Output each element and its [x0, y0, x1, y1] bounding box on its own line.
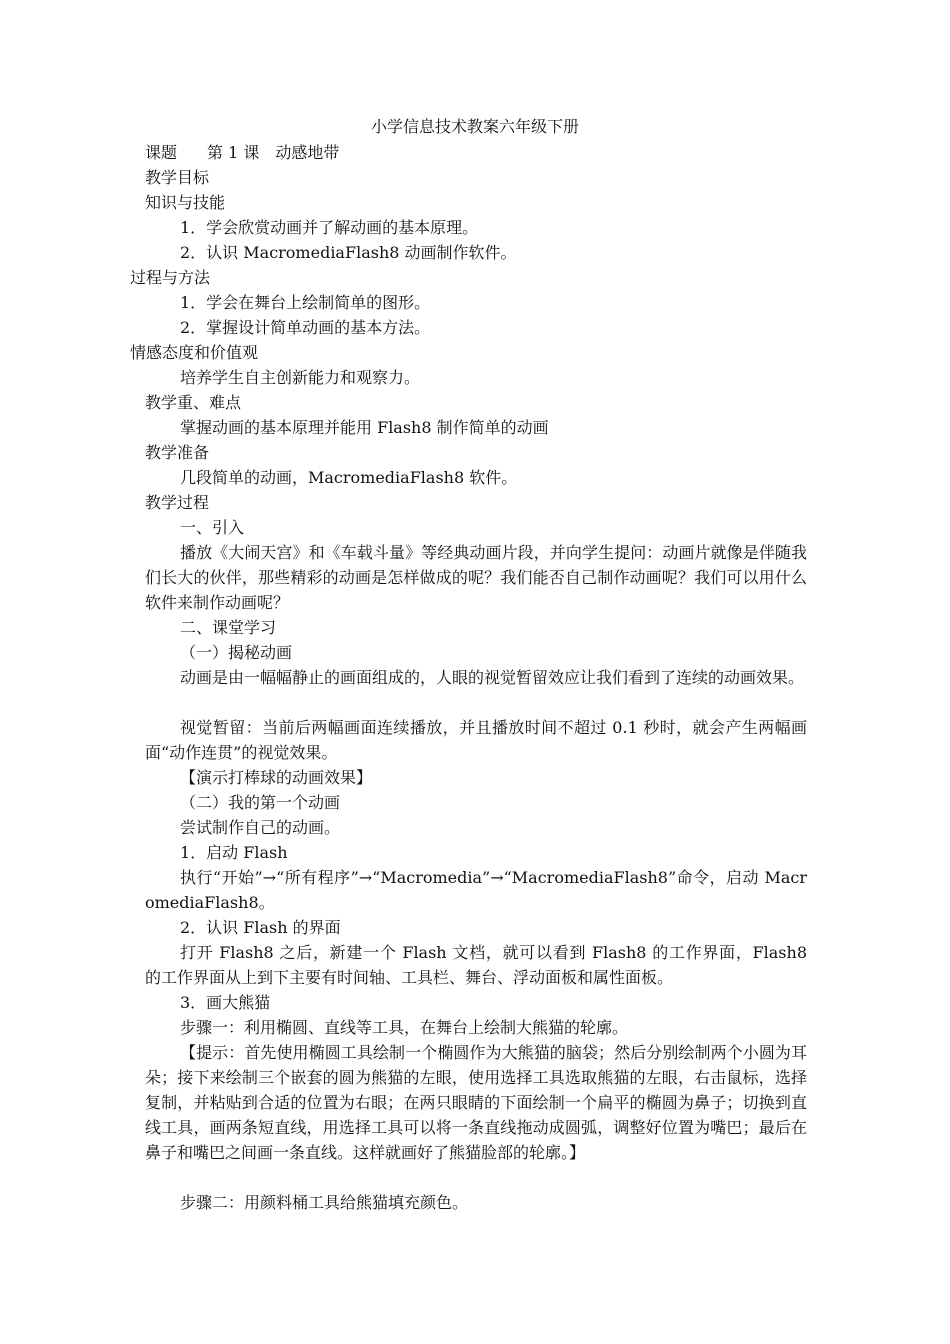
step1-paragraph: 执行“开始”→“所有程序”→“Macromedia”→“MacromediaFlash8”命令，启动 MacromediaFlash8。 [145, 868, 807, 912]
first-animation-heading: （二）我的第一个动画 [180, 793, 341, 812]
step3-part-a: 步骤一：利用椭圆、直线等工具，在舞台上绘制大熊猫的轮廓。 [180, 1018, 629, 1037]
step3-heading: 3．画大熊猫 [180, 993, 271, 1012]
lesson-line [145, 143, 339, 163]
key-item-1: 掌握动画的基本原理并能用 Flash8 制作简单的动画 [180, 418, 549, 437]
process-item-2: 2．掌握设计简单动画的基本方法。 [180, 318, 431, 337]
knowledge-item-1: 1．学会欣赏动画并了解动画的基本原理。 [180, 218, 479, 237]
demo-note: 【演示打棒球的动画效果】 [180, 768, 373, 787]
step1-heading: 1．启动 Flash [180, 843, 288, 862]
document-title: 小学信息技术教案六年级下册 [370, 117, 579, 136]
intro-paragraph: 播放《大闹天宫》和《车载斗量》等经典动画片段，并向学生提问：动画片就像是伴随我们长大的伙伴，那些精彩的动画是怎样做成的呢？我们能否自己制作动画呢？我们可以用什么软件来制作动画呢？ [145, 543, 807, 612]
process-item-1: 1．学会在舞台上绘制简单的图形。 [180, 293, 431, 312]
teaching-process-heading: 教学过程 [145, 493, 210, 512]
key-heading: 教学重、难点 [145, 393, 242, 412]
step3-tip-paragraph: 【提示：首先使用椭圆工具绘制一个椭圆作为大熊猫的脑袋；然后分别绘制两个小圆为耳朵；接下来绘制三个嵌套的圆为熊猫的左眼，使用选择工具选取熊猫的左眼，右击鼠标，选择复制，并粘贴到合适的位置为右眼；在两只眼睛的下面绘制一个扁平的椭圆为鼻子；切换到直线工具，画两条短直线，用选择工具可以将一条直线拖动成圆弧，调整好位置为嘴巴；最后在鼻子和嘴巴之间画一条直线。这样就画好了熊猫脸部的轮廓。】 [145, 1043, 807, 1162]
attitude-heading: 情感态度和价值观 [130, 343, 259, 362]
secret-paragraph: 动画是由一幅幅静止的画面组成的，人眼的视觉暂留效应让我们看到了连续的动画效果。 [180, 668, 805, 687]
persistence-paragraph: 视觉暂留：当前后两幅画面连续播放，并且播放时间不超过 0.1 秒时，就会产生两幅画面“动作连贯”的视觉效果。 [145, 718, 807, 762]
secret-heading: （一）揭秘动画 [180, 643, 293, 662]
objectives-heading: 教学目标 [145, 168, 210, 187]
step3-part-b: 步骤二：用颜料桶工具给熊猫填充颜色。 [180, 1193, 469, 1212]
lesson-name: 第 1 课 动感地带 [207, 143, 340, 162]
attitude-item-1: 培养学生自主创新能力和观察力。 [180, 368, 421, 387]
process-heading: 过程与方法 [130, 268, 211, 287]
prep-heading: 教学准备 [145, 443, 210, 462]
prep-item-1: 几段简单的动画，MacromediaFlash8 软件。 [180, 468, 518, 487]
lesson-label: 课题 [145, 143, 178, 162]
first-animation-intro: 尝试制作自己的动画。 [180, 818, 341, 837]
knowledge-item-2: 2．认识 MacromediaFlash8 动画制作软件。 [180, 243, 517, 262]
step2-heading: 2．认识 Flash 的界面 [180, 918, 341, 937]
step2-paragraph: 打开 Flash8 之后，新建一个 Flash 文档，就可以看到 Flash8 的工作界面，Flash8 的工作界面从上到下主要有时间轴、工具栏、舞台、浮动面板和属性面板。 [145, 943, 807, 987]
knowledge-heading: 知识与技能 [145, 193, 226, 212]
class-heading: 二、课堂学习 [180, 618, 277, 637]
intro-heading: 一、引入 [180, 518, 245, 537]
